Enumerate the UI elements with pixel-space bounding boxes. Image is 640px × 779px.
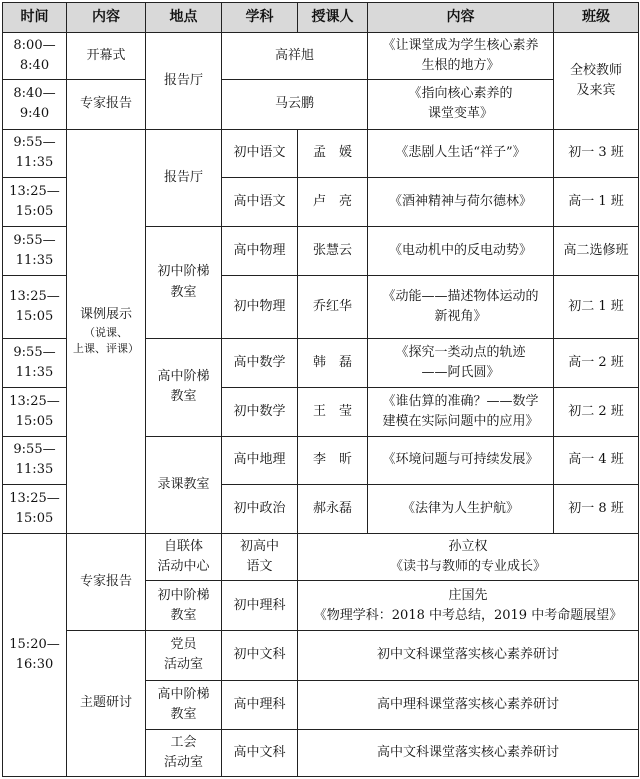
header-teacher: 授课人 [298,3,368,33]
time-cell: 8:40— 9:40 [3,79,67,129]
location-cell: 高中阶梯 教室 [146,339,222,436]
subject-cell: 高中地理 [222,436,298,485]
topic-cell: 《指向核心素养的 课堂变革》 [368,79,554,129]
time-cell: 9:55— 11:35 [3,436,67,485]
topic-cell: 《环境问题与可持续发展》 [368,436,554,485]
class-cell: 初一 3 班 [554,129,639,178]
subject-cell: 初中语文 [222,129,298,178]
topic-cell: 《动能——描述物体运动的 新视角》 [368,275,554,339]
location-cell: 初中阶梯 教室 [146,226,222,338]
topic-cell: 《酒神精神与荷尔德林》 [368,178,554,227]
content-cell: 开幕式 [67,33,146,80]
subject-cell: 初中物理 [222,275,298,339]
subject-cell: 初中数学 [222,387,298,436]
subject-cell: 高中理科 [222,680,298,730]
header-topic: 内容 [368,3,554,33]
class-cell: 高一 1 班 [554,178,639,227]
time-cell: 9:55— 11:35 [3,339,67,388]
class-cell: 全校教师 及来宾 [554,33,639,129]
time-cell: 8:00— 8:40 [3,33,67,80]
subject-cell: 高中语文 [222,178,298,227]
time-cell: 9:55— 11:35 [3,226,67,275]
topic-cell: 《探究一类动点的轨迹 ——阿氏圆》 [368,339,554,388]
subject-cell: 初中政治 [222,485,298,534]
time-cell: 15:20— 16:30 [3,533,67,776]
teacher-cell: 李 昕 [298,436,368,485]
location-cell: 报告厅 [146,129,222,226]
report-cell: 庄国先 《物理学科：2018 中考总结，2019 中考命题展望》 [298,581,639,631]
header-subject: 学科 [222,3,298,33]
location-cell: 报告厅 [146,33,222,129]
class-cell: 初一 8 班 [554,485,639,534]
content-cell: 专家报告 [67,533,146,630]
table-row [3,33,639,80]
header-time: 时间 [3,3,67,33]
location-cell: 党员 活动室 [146,631,222,681]
seminar-cell: 初中文科课堂落实核心素养研讨 [298,631,639,681]
teacher-cell: 卢 亮 [298,178,368,227]
time-cell: 13:25— 15:05 [3,485,67,534]
teacher-cell: 王 莹 [298,387,368,436]
time-cell: 13:25— 15:05 [3,275,67,339]
teacher-cell: 张慧云 [298,226,368,275]
location-cell: 初中阶梯 教室 [146,581,222,631]
teacher-cell: 韩 磊 [298,339,368,388]
location-cell: 高中阶梯 教室 [146,680,222,730]
class-cell: 高一 2 班 [554,339,639,388]
table-row [3,129,639,178]
schedule-table [2,2,639,777]
class-cell: 高一 4 班 [554,436,639,485]
class-cell: 初二 1 班 [554,275,639,339]
content-cell: 专家报告 [67,79,146,129]
location-cell: 自联体 活动中心 [146,533,222,581]
subject-cell: 初高中 语文 [222,533,298,581]
topic-cell: 《法律为人生护航》 [368,485,554,534]
header-class: 班级 [554,3,639,33]
subject-cell: 高中物理 [222,226,298,275]
teacher-cell: 乔红华 [298,275,368,339]
subject-cell: 初中理科 [222,581,298,631]
header-row [3,3,639,33]
speaker-cell: 高祥旭 [222,33,368,80]
table-row [3,533,639,581]
class-cell: 高二选修班 [554,226,639,275]
subject-cell: 初中文科 [222,631,298,681]
header-content: 内容 [67,3,146,33]
content-cell: 主题研讨 [67,631,146,777]
table-row [3,79,639,129]
time-cell: 13:25— 15:05 [3,178,67,227]
class-cell: 初二 2 班 [554,387,639,436]
subject-cell: 高中文科 [222,730,298,777]
topic-cell: 《悲剧人生话“祥子”》 [368,129,554,178]
time-cell: 13:25— 15:05 [3,387,67,436]
report-cell: 孙立权 《读书与教师的专业成长》 [298,533,639,581]
seminar-cell: 高中文科课堂落实核心素养研讨 [298,730,639,777]
teacher-cell: 郝永磊 [298,485,368,534]
location-cell: 工会 活动室 [146,730,222,777]
time-cell: 9:55— 11:35 [3,129,67,178]
teacher-cell: 孟 媛 [298,129,368,178]
topic-cell: 《电动机中的反电动势》 [368,226,554,275]
table-row [3,631,639,681]
topic-cell: 《让课堂成为学生核心素养 生根的地方》 [368,33,554,80]
header-location: 地点 [146,3,222,33]
topic-cell: 《谁估算的准确？——数学 建模在实际问题中的应用》 [368,387,554,436]
lessons-content-cell: 课例展示 （说课、 上课、评课） [67,129,146,533]
subject-cell: 高中数学 [222,339,298,388]
seminar-cell: 高中理科课堂落实核心素养研讨 [298,680,639,730]
location-cell: 录课教室 [146,436,222,533]
speaker-cell: 马云鹏 [222,79,368,129]
